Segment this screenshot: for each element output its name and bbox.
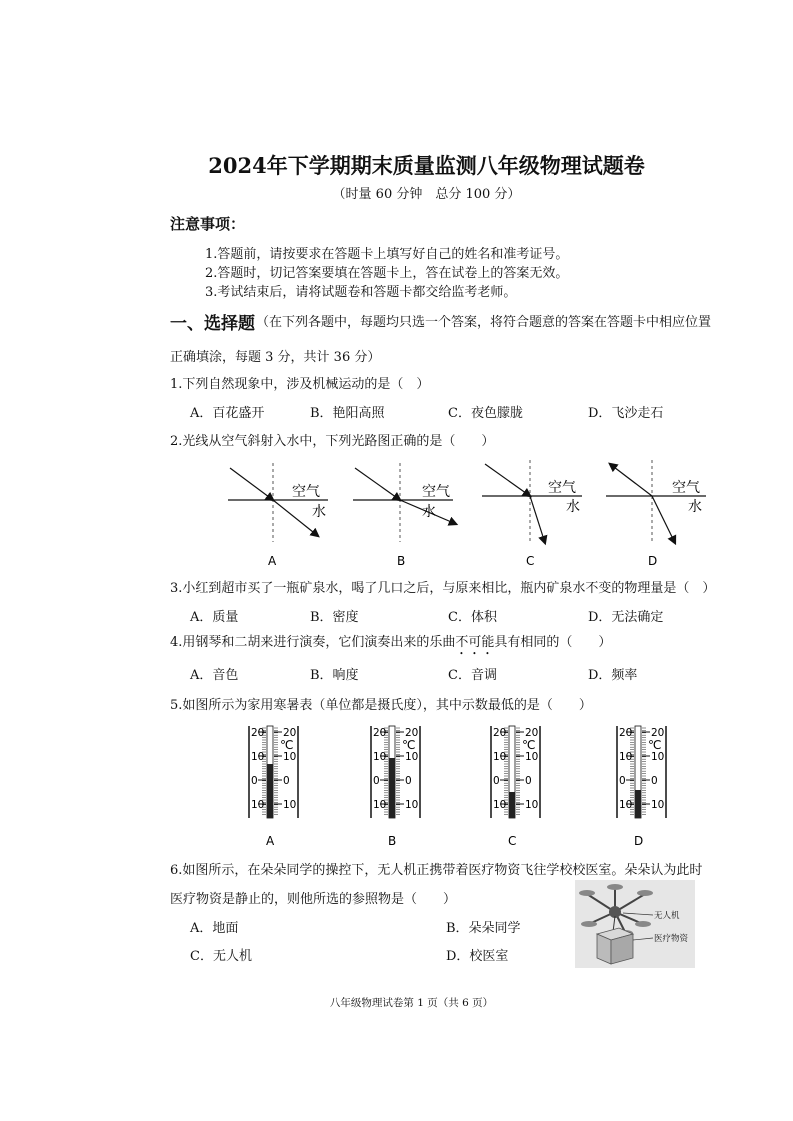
diagram-label-b: B — [397, 554, 406, 568]
svg-text:水: 水 — [688, 499, 702, 515]
drone-figure — [575, 880, 695, 968]
unit-label: ℃ — [280, 738, 294, 752]
q4-option-a: A．音色 — [190, 668, 239, 683]
tick-label: 10 — [619, 799, 633, 811]
diagram-label-d: D — [648, 554, 658, 568]
q3-option-d: D．无法确定 — [588, 610, 664, 625]
water-label: 水 — [312, 504, 326, 520]
q4-option-b: B．响度 — [310, 668, 359, 683]
thermometer-label: B — [388, 834, 397, 848]
diagram-d — [606, 460, 706, 568]
cargo-label: 医疗物资 — [654, 934, 689, 944]
tick-label: 10 — [251, 751, 265, 763]
question-5-stem: 5.如图所示为家用寒暑表（单位都是摄氏度），其中示数最低的是（ ） — [170, 698, 592, 713]
tick-label: 10 — [651, 799, 665, 811]
question-6-stem-cont: 医疗物资是静止的，则他所选的参照物是（ ） — [170, 892, 457, 907]
question-1-stem: 1.下列自然现象中，涉及机械运动的是（ ） — [170, 377, 430, 392]
tick-label: 10 — [525, 799, 539, 811]
q3-option-c: C．体积 — [448, 610, 497, 625]
q3-option-a: A．质量 — [190, 610, 239, 625]
tick-label: 10 — [251, 799, 265, 811]
thermometer-liquid — [509, 792, 515, 818]
q6-option-d: D．校医室 — [446, 949, 509, 964]
question-3-stem: 3.小红到超市买了一瓶矿泉水，喝了几口之后，与原来相比，瓶内矿泉水不变的物理量是（ ） — [170, 581, 716, 596]
tick-label: 10 — [493, 799, 507, 811]
tick-label: 0 — [651, 775, 658, 787]
thermometer-liquid — [635, 790, 641, 818]
tick-label: 0 — [283, 775, 290, 787]
unit-label: ℃ — [648, 738, 662, 752]
svg-text:水: 水 — [566, 499, 580, 515]
tick-label: 10 — [619, 751, 633, 763]
question-4-stem: 4.用钢琴和二胡来进行演奏，它们演奏出来的乐曲不可能具有相同的（ ） — [170, 635, 612, 650]
notes-heading: 注意事项： — [170, 215, 246, 233]
q6-option-b: B．朵朵同学 — [446, 921, 521, 936]
air-label: 空气 — [292, 484, 320, 500]
q6-option-c: C．无人机 — [190, 949, 252, 964]
exam-title: 2024年下学期期末质量监测八年级物理试题卷 — [208, 153, 645, 178]
refraction-diagrams — [220, 458, 720, 570]
q1-option-b: B．艳阳高照 — [310, 406, 385, 421]
diagram-label-c: C — [526, 554, 535, 568]
tick-label: 10 — [283, 799, 297, 811]
svg-text:空气: 空气 — [672, 480, 700, 496]
svg-text:水: 水 — [422, 504, 436, 520]
thermometer-label: D — [634, 834, 644, 848]
svg-text:空气: 空气 — [548, 480, 576, 496]
diagram-c — [482, 460, 582, 568]
exam-subtitle: （时量 60 分钟 总分 100 分） — [332, 187, 521, 202]
section-instruction: （在下列各题中，每题均只选一个答案，将符合题意的答案在答题卡中相应位置 — [256, 315, 712, 330]
q1-option-a: A．百花盛开 — [190, 406, 265, 421]
section-instruction-cont: 正确填涂，每题 3 分，共计 36 分） — [170, 350, 381, 365]
tick-label: 0 — [405, 775, 412, 787]
thermometer-liquid — [389, 758, 395, 818]
thermometer-label: C — [508, 834, 517, 848]
q1-option-c: C．夜色朦胧 — [448, 406, 523, 421]
thermometer-label: A — [266, 834, 275, 848]
tick-label: 0 — [251, 775, 258, 787]
tick-label: 0 — [493, 775, 500, 787]
q3-option-b: B．密度 — [310, 610, 359, 625]
q6-option-a: A．地面 — [190, 921, 239, 936]
q1-option-d: D．飞沙走石 — [588, 406, 664, 421]
tick-label: 20 — [251, 727, 265, 739]
tick-label: 10 — [373, 799, 387, 811]
tick-label: 10 — [373, 751, 387, 763]
note-item: 1.答题前，请按要求在答题卡上填写好自己的姓名和准考证号。 — [205, 247, 569, 262]
tick-label: 0 — [619, 775, 626, 787]
svg-text:空气: 空气 — [422, 484, 450, 500]
tick-label: 10 — [493, 751, 507, 763]
tick-label: 0 — [525, 775, 532, 787]
tick-label: 20 — [373, 727, 387, 739]
page-footer: 八年级物理试卷第 1 页（共 6 页） — [329, 997, 494, 1009]
tick-label: 20 — [405, 727, 419, 739]
question-6-stem: 6.如图所示，在朵朵同学的操控下，无人机正携带着医疗物资飞往学校校医室。朵朵认为此时 — [170, 863, 703, 878]
tick-label: 20 — [283, 727, 297, 739]
thermometer-liquid — [267, 764, 273, 818]
thermometer-figures — [240, 720, 700, 850]
tick-label: 20 — [651, 727, 665, 739]
note-item: 2.答题时，切记答案要填在答题卡上，答在试卷上的答案无效。 — [205, 266, 569, 281]
tick-label: 10 — [405, 799, 419, 811]
tick-label: 10 — [405, 751, 419, 763]
tick-label: 10 — [651, 751, 665, 763]
tick-label: 20 — [493, 727, 507, 739]
question-2-stem: 2.光线从空气斜射入水中，下列光路图正确的是（ ） — [170, 434, 495, 449]
unit-label: ℃ — [402, 738, 416, 752]
tick-label: 20 — [619, 727, 633, 739]
q4-option-c: C．音调 — [448, 668, 497, 683]
diagram-b — [353, 463, 456, 568]
tick-label: 20 — [525, 727, 539, 739]
tick-label: 10 — [525, 751, 539, 763]
tick-label: 0 — [373, 775, 380, 787]
q4-option-d: D．频率 — [588, 668, 638, 683]
unit-label: ℃ — [522, 738, 536, 752]
note-item: 3.考试结束后，请将试题卷和答题卡都交给监考老师。 — [205, 285, 517, 300]
tick-label: 10 — [283, 751, 297, 763]
emphasized-text: 不可能 — [455, 635, 495, 650]
drone-label: 无人机 — [654, 911, 680, 921]
section-heading: 一、选择题 — [170, 314, 255, 334]
diagram-a — [228, 463, 328, 568]
diagram-label-a: A — [268, 554, 277, 568]
